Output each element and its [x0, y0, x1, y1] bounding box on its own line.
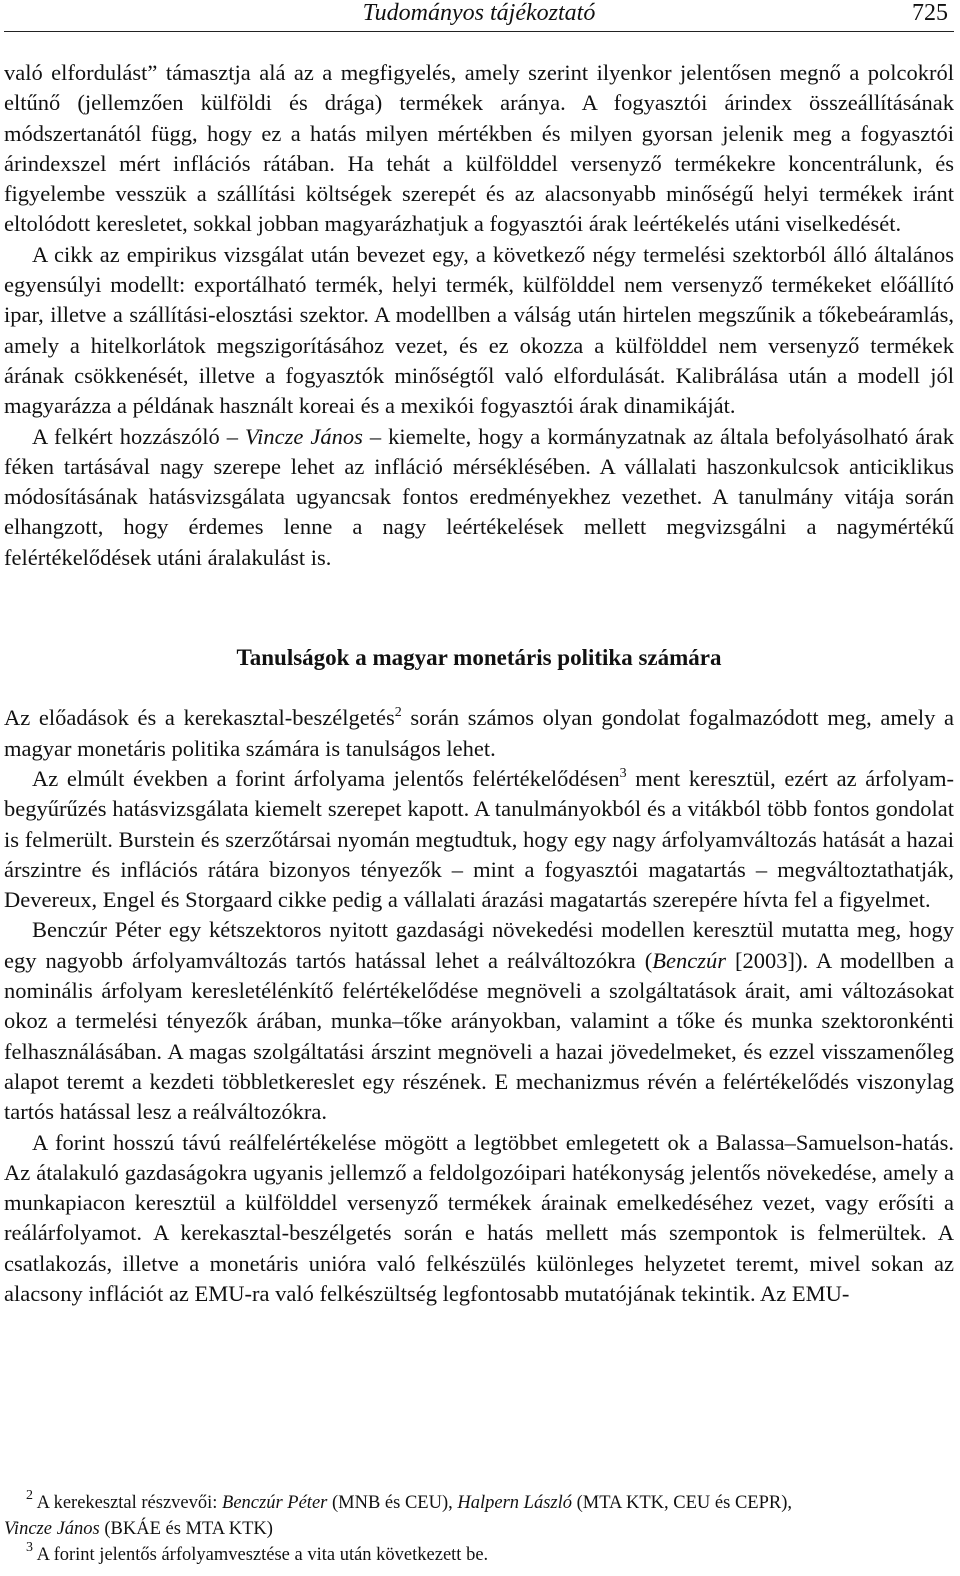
- page-number: 725: [912, 0, 948, 26]
- paragraph-text: való elfordulást” támasztja alá az a megfigyelés, amely szerint ilyenkor jelentősen megnő a polcokról eltűnő (jellemzően külföldi és drága) termékek aránya. A fogyasztói árindex összeállításának módszertanától függ, hogy ez a hatás milyen mértékben és milyen gyorsan jelenik meg a fogyasztói árindexszel mért inflációs rátában. Ha tehát a külfölddel versenyző termékekre koncentrálunk, és figyelembe vesszük a szállítási költségek szerepét és az alacsonyabb minőségű helyi termékek iránt eltolódott keresletet, sokkal jobban magyarázhatjuk a fogyasztói árak leértékelés utáni viselkedését.: [4, 60, 954, 237]
- paragraph-text: Benczúr Péter egy kétszektoros nyitott gazdasági növekedési modellen keresztül mutatta meg, hogy egy nagyobb árfolyamváltozás tartós hatással lehet a reálváltozókra (: [4, 917, 954, 973]
- paragraph-text: során számos olyan gondolat fogalmazódott meg, amely a magyar monetáris politika számára is tanulságos lehet.: [4, 705, 955, 761]
- footnote-number: 2: [26, 1488, 33, 1503]
- paragraph-text: A cikk az empirikus vizsgálat után bevezet egy, a következő négy termelési szektorból álló általános egyensúlyi modellt: exportálható termék, helyi termék, külfölddel nem versenyző termékeket előállító ipar, illetve a szállítási-elosztási szektor. A modellben a válság után hirtelen megszűnik a tőkebeáramlás, amely a hitelkorlátok megszigorításához vezet, és ez okozza a külfölddel nem versenyző termékek árának csökkenését, illetve a fogyasztók minőségtől való elfordulását. Kalibrálása után a modell jól magyarázza a példának használt koreai és a mexikói fogyasztói árak dinamikáját.: [4, 241, 954, 419]
- paragraph-text: [2003]). A modellben a nominális árfolyam keresletélénkítő felértékelődése megnöveli a szolgáltatások árait, ami változásokat okoz a termelési tényezők árában, munka–tőke arányokban, valamint a tőke és munka szektoronkénti felhasználásában. A magas szolgáltatási árszint megnöveli a hazai jövedelmeket, és ezzel visszamenőleg alapot teremt a kezdeti többletkereslet egy részének. E mechanizmus révén a felértékelődés viszonylag tartós hatással lesz a reálváltozókra.: [4, 947, 954, 1125]
- journal-title: Tudományos tájékoztató: [362, 0, 596, 26]
- paragraph-text: Az előadások és a kerekasztal-beszélgetés: [4, 705, 395, 731]
- footnote-text: A forint jelentős árfolyamvesztése a vita után következett be.: [36, 1545, 489, 1565]
- paragraph: [4, 422, 954, 573]
- paragraph: [4, 764, 954, 915]
- footnotes: [4, 1490, 954, 1568]
- person-name: Vincze János: [245, 423, 363, 449]
- paragraph: [4, 58, 954, 240]
- paragraph: [4, 703, 954, 764]
- paragraph: [4, 915, 954, 1127]
- footnote-text: (BKÁE és MTA KTK): [99, 1519, 273, 1539]
- paragraph-text: ment keresztül, ezért az árfolyam-begyűrűzés hatásvizsgálata kiemelt szerepet kapott. A tanulmányokból és a vitákból több fontos gondolat is felmerült. Burstein és szerzőtársai nyomán megtudtuk, hogy egy nagy árfolyamváltozás hatását a hazai árszintre és inflációs rátára bizonyos tényezők – mint a fogyasztói magatartás – megváltoztathatják, Devereux, Engel és Storgaard cikke pedig a vállalati árazási magatartás szerepére hívta fel a figyelmet.: [4, 765, 954, 913]
- footnote-ref[interactable]: 2: [394, 705, 402, 721]
- paragraph: [4, 1128, 954, 1310]
- article-body: [4, 58, 954, 1309]
- person-name: Halpern László: [457, 1493, 572, 1513]
- footnote-3: [4, 1542, 954, 1568]
- footnote-text: (MTA KTK, CEU és CEPR),: [572, 1493, 793, 1513]
- paragraph-text: Az elmúlt években a forint árfolyama jelentős felértékelődésen: [32, 765, 620, 791]
- paragraph-text: A forint hosszú távú reálfelértékelése mögött a legtöbbet emlegetett ok a Balassa–Samuelson-hatás. Az átalakuló gazdaságokra ugyanis jellemző a feldolgozóipari hatékonyság jelentős növekedése, amely a munkapiacon keresztül a külfölddel versenyző termékek árainak emelkedéséhez vezet, vagy erősíti a reálárfolyamot. A kerekasztal-beszélgetés során e hatás mellett más szempontok is felmerültek. A csatlakozás, illetve a monetáris unióra való felkészülés különleges helyzetet teremt, mivel sokan az alacsony inflációt az EMU-ra való felkészültség legfontosabb mutatójának tekintik. Az EMU-: [4, 1129, 954, 1306]
- footnote-text: A kerekesztal részvevői:: [36, 1493, 223, 1513]
- person-name: Benczúr Péter: [222, 1493, 328, 1513]
- section-heading: Tanulságok a magyar monetáris politika számára: [236, 645, 722, 671]
- paragraph: [4, 240, 954, 422]
- paragraph-text: A felkért hozzászóló –: [32, 423, 246, 449]
- footnote-text: (MNB és CEU),: [327, 1493, 458, 1513]
- footnote-2: [4, 1490, 954, 1542]
- footnote-ref[interactable]: 3: [619, 765, 627, 781]
- citation-author: Benczúr: [652, 947, 727, 973]
- person-name: Vincze János: [4, 1519, 100, 1539]
- running-header: [4, 0, 954, 32]
- paragraph-text: – kiemelte, hogy a kormányzatnak az általa befolyásolható árak féken tartásával nagy szerepe lehet az infláció mérséklésében. A vállalati haszonkulcsok anticiklikus módosításának hatásvizsgálata ugyancsak fontos eredményekhez vezethet. A tanulmány vitája során elhangzott, hogy érdemes lenne a nagy leértékelések mellett megvizsgálni a nagymértékű felértékelődések utáni áralakulást is.: [4, 423, 954, 570]
- footnote-number: 3: [26, 1540, 33, 1555]
